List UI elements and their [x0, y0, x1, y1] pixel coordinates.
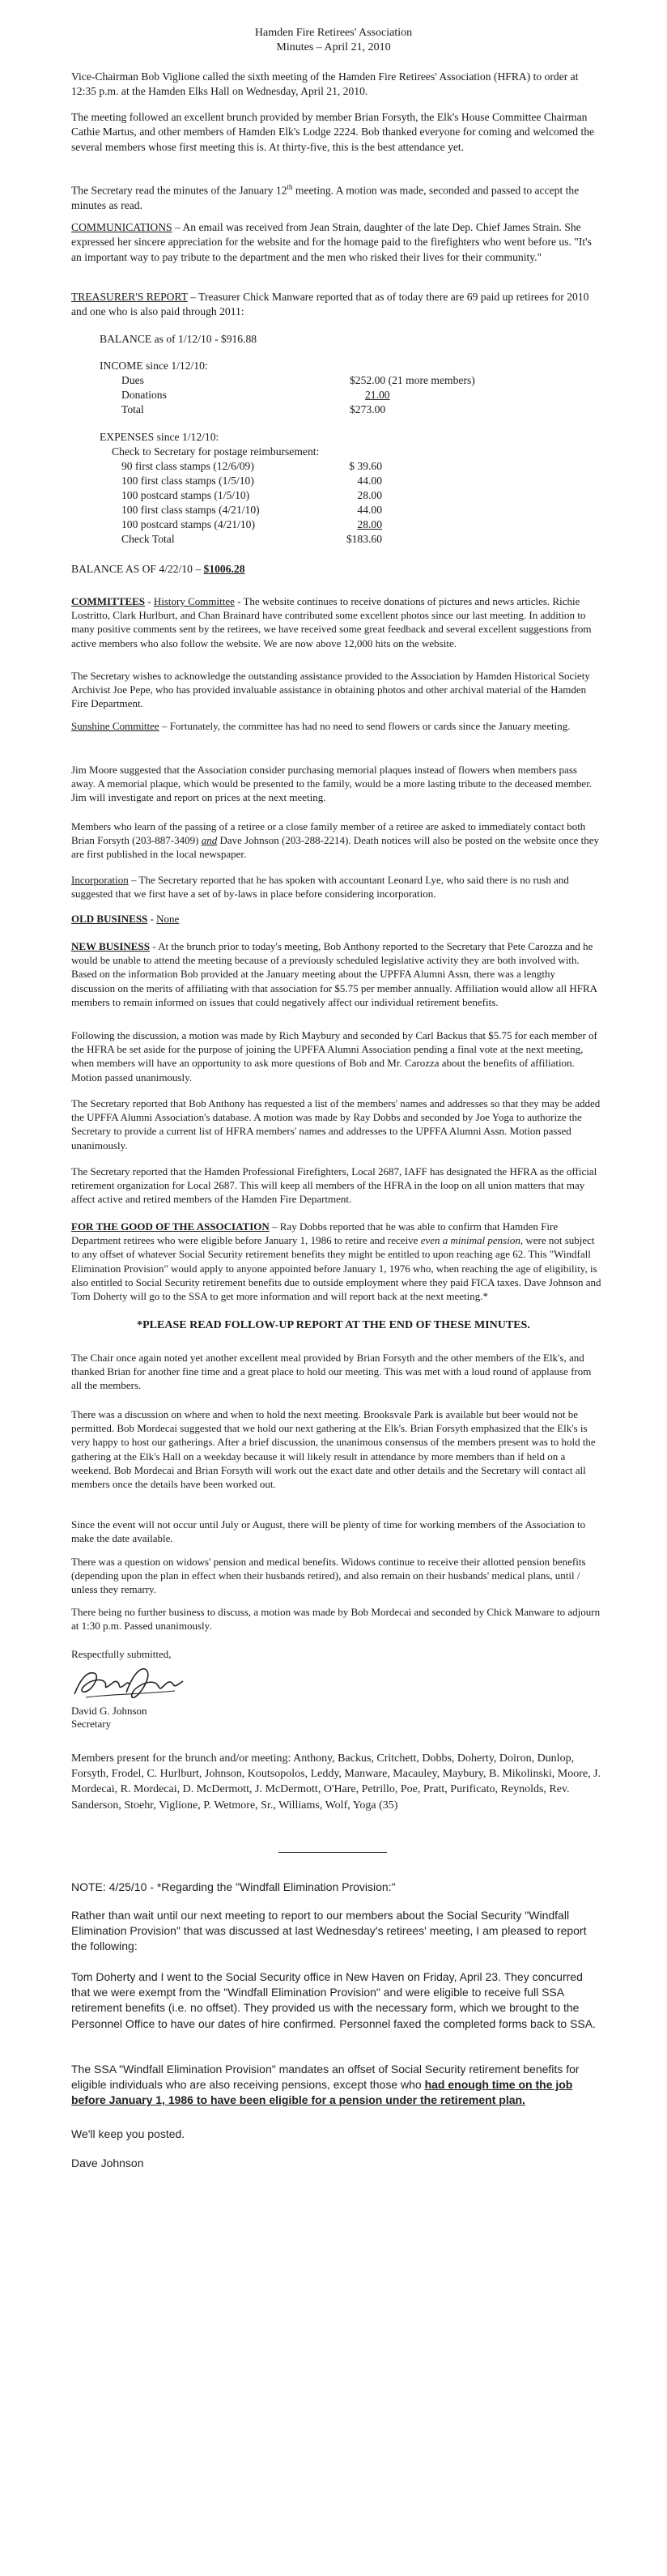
widows-paragraph: There was a question on widows' pension and medical benefits. Widows continue to receive their allotted pension benefits (depending upon the plan in effect when their husbands retired), and also remain on their husbands' medical plans, until / unless they remarry. [71, 1556, 586, 1596]
good-of-association-heading: FOR THE GOOD OF THE ASSOCIATION [71, 1220, 270, 1233]
expense-label-total: Check Total [121, 533, 175, 545]
old-business-paragraph [71, 912, 601, 926]
names-paragraph: The Secretary reported that Bob Anthony has requested a list of the members' names and addresses so that they may be added the UPFFA Alumni Association's database. A motion was made by Ray Dobbs and seconded by Joe Yoga to authorize the Secretary to provide a current list of HFRA members' names and addresses to the UPFFA Alumni Assn. Motion passed unanimously. [71, 1097, 601, 1152]
archivist-paragraph: The Secretary wishes to acknowledge the outstanding assistance provided to the Association by Hamden Historical Society Archivist Joe Pepe, who has provided invaluable assistance in obtaining photos and other archival material of the Hamden Fire Department. [71, 670, 590, 710]
incorporation-paragraph [71, 873, 601, 901]
followup-note-title: NOTE: 4/25/10 - *Regarding the "Windfall Elimination Provision:" [71, 1880, 396, 1893]
thanks-paragraph: The Chair once again noted yet another excellent meal provided by Brian Forsyth and the other members of the Elk's, and thanked Brian for another fine time and a great place to hold our meeting. This was met with a loud round of applause from all the members. [71, 1352, 592, 1392]
expense-amount-3: 28.00 [357, 489, 382, 501]
expense-label-3: 100 postcard stamps (1/5/10) [121, 489, 250, 501]
members-present-paragraph: Members present for the brunch and/or meeting: Anthony, Backus, Critchett, Dobbs, Doherty, Doiron, Dunlop, Forsyth, Frodel, C. Hurlburt, Johnson, Koutsopolos, Leddy, Manware, Macauley, Maybury, B. Mikolinski, Moore, J. Mordecai, R. Mordecai, D. McDermott, J. McDermott, O'Hare, Petrillo, Poe, Pratt, Purificato, Reynolds, Rev. Sanderson, Stoehr, Viglione, P. Wetmore, Sr., Williams, Wolf, Yoga (35) [71, 1752, 601, 1812]
income-title: INCOME since 1/12/10: [100, 360, 208, 372]
iaff-paragraph: The Secretary reported that the Hamden Professional Firefighters, Local 2687, IAFF has designated the HFRA as the official retirement organization for Local 2687. This will keep all members of the HFRA in the loop on all union matters that may affect active and retired members of the Hamden Fire Department. [71, 1165, 597, 1206]
followup-p3-text: The SSA "Windfall Elimination Provision" mandates an offset of Social Security retirement benefits for eligible individuals who are also receiving pensions, except those who [71, 2063, 580, 2092]
old-business-sep: - [147, 913, 157, 925]
followup-paragraph-1: Rather than wait until our next meeting to report to our members about the Social Security "Windfall Elimination Provision" that was discussed at last Wednesday's retirees' meeting, I am pleased to report the following: [71, 1909, 587, 1953]
expense-amount-total: $183.60 [346, 533, 382, 545]
sunshine-heading: Sunshine Committee [71, 720, 159, 732]
opening-paragraph: Vice-Chairman Bob Viglione called the sixth meeting of the Hamden Fire Retirees' Association (HFRA) to order at 12:35 p.m. at the Hamden Elks Hall on Wednesday, April 21, 2010. [71, 70, 579, 98]
expense-amount-5: 28.00 [357, 518, 382, 530]
committees-text: - The website continues to receive donations of pictures and news articles. Richie Lostritto, Clark Hurlburt, and Chan Brainard have contributed some excellent photos since our last meeting. In addition to many positive comments sent by the retirees, we have received some great feedback and several excellent suggestions from active members who also follow the website. We are now above 12,000 hits on the website. [71, 595, 592, 649]
sunshine-text: – Fortunately, the committee has had no need to send flowers or cards since the January meeting. [159, 720, 571, 732]
new-business-paragraph [71, 939, 601, 1009]
followup-signoff: Dave Johnson [71, 2157, 144, 2169]
secretary-name: David G. Johnson [71, 1705, 147, 1717]
divider-line [278, 1852, 387, 1853]
meeting-paragraph: The meeting followed an excellent brunch provided by member Brian Forsyth, the Elk's House Committee Chairman Cathie Martus, and other members of Hamden Elk's Lodge 2224. Bob thanked everyone for coming and welcomed the several members whose first meeting this is. At thirty-five, this is the best attendance yet. [71, 111, 595, 153]
old-business-heading: OLD BUSINESS [71, 913, 148, 925]
secretary-role: Secretary [71, 1718, 112, 1730]
plaques-paragraph: Jim Moore suggested that the Association consider purchasing memorial plaques instead of flowers when members pass away. A memorial plaque, which would be presented to the family, would be a more lasting tribute to the deceased member. Jim will investigate and report on prices at the next meeting. [71, 764, 593, 804]
followup-notice: *PLEASE READ FOLLOW-UP REPORT AT THE END OF THESE MINUTES. [137, 1319, 530, 1331]
balance-end-label: BALANCE AS OF 4/22/10 – [71, 563, 204, 575]
respectfully-submitted: Respectfully submitted, [71, 1648, 172, 1660]
income-label-total: Total [121, 403, 144, 415]
history-committee-heading: History Committee [153, 595, 235, 607]
income-label-donations: Donations [121, 389, 167, 401]
expense-amount-2: 44.00 [357, 475, 382, 487]
expense-label-5: 100 postcard stamps (4/21/10) [121, 518, 255, 530]
expense-label-4: 100 first class stamps (4/21/10) [121, 504, 260, 516]
expenses-subtitle: Check to Secretary for postage reimbursement: [112, 445, 320, 458]
followup-paragraph-3 [71, 2062, 601, 2109]
balance-end [71, 562, 245, 577]
good-of-association-text-1: – Ray Dobbs reported that he was able to confirm that Hamden Fire Department retirees who were eligible before January 1, 1986 to retire and receive [71, 1220, 559, 1247]
income-amount-total: $273.00 [350, 403, 386, 415]
passing-paragraph [71, 820, 601, 862]
treasurer-text: – Treasurer Chick Manware reported that as of today there are 69 paid up retirees for 2010 and one who is also paid through 2011: [71, 291, 589, 318]
minutes-sup: th [287, 183, 293, 191]
good-of-association-text-2: , were not subject to any offset of whatever Social Security retirement benefits they might be entitled to upon reaching age 62. This "Windfall Elimination Provision" would apply to anyone appointed before January 1, 1976 who, when reaching the age of eligibility, is also entitled to Social Security retirement benefits due to outside employment where they paid FICA taxes. Dave Johnson and Tom Doherty will go to the SSA to get more information and will report back at the next meeting.* [71, 1234, 601, 1303]
expense-label-2: 100 first class stamps (1/5/10) [121, 475, 254, 487]
expense-amount-1: $ 39.60 [349, 460, 382, 472]
treasurer-paragraph [71, 290, 601, 320]
expense-label-1: 90 first class stamps (12/6/09) [121, 460, 254, 472]
adjourn-paragraph: There being no further business to discuss, a motion was made by Bob Mordecai and seconded by Chick Manware to adjourn at 1:30 p.m. Passed unanimously. [71, 1606, 601, 1633]
new-business-heading: NEW BUSINESS [71, 940, 150, 952]
passing-text-after: Dave Johnson (203-288-2214). Death notices will also be posted on the website once they are first published in the local newspaper. [71, 834, 600, 861]
balance-start: BALANCE as of 1/12/10 - $916.88 [100, 333, 257, 345]
communications-text: – An email was received from Jean Strain, daughter of the late Dep. Chief James Strain. She expressed her sincere appreciation for the website and for the homage paid to the firefighters who went before us. "It's an important way to pay tribute to the department and the men who risked their lives for their community." [71, 221, 592, 263]
new-business-text: - At the brunch prior to today's meeting, Bob Anthony reported to the Secretary that Pete Carozza and he would be unable to attend the meeting because of a previously scheduled legislative activity they are both involved with. Based on the information Bob provided at the January meeting about the UPFFA Alumni Assn, there was a lengthy discussion on the merits of affiliating with that association for $5.75 per member annually. Affiliation would allow all HFRA members to remain informed on issues that could negatively affect our individual retirement benefits. [71, 940, 597, 1008]
expenses-title: EXPENSES since 1/12/10: [100, 431, 219, 443]
passing-text-before: Members who learn of the passing of a retiree or a close family member of a retiree are asked to immediately contact both Brian Forsyth (203-887-3409) [71, 820, 586, 847]
followup-p3-emphasis: had enough time on the job before January 1, 1986 to have been eligible for a pension under the retirement plan. [71, 2078, 573, 2107]
balance-end-value: $1006.28 [203, 563, 245, 575]
good-of-association-italic: even a minimal pension [420, 1234, 520, 1247]
next-meeting-paragraph: There was a discussion on where and when to hold the next meeting. Brooksvale Park is available but beer would not be permitted. Bob Mordecai suggested that we hold our next gathering at the Elk's. Brian Forsyth emphasized that the Elk's is very happy to host our gatherings. After a brief discussion, the unanimous consensus of the members present was to hold the gathering at the Elk's Hall on a weekday because it will likely result in attendance by more members than if held on a weekend. Bob Mordecai and Brian Forsyth will work out the exact date and other details and the Secretary will contact all members once the details have been worked out. [71, 1408, 596, 1491]
document-title: Hamden Fire Retirees' Association [254, 27, 413, 39]
treasurer-heading: TREASURER'S REPORT [71, 291, 188, 303]
communications-heading: COMMUNICATIONS [71, 221, 172, 233]
followup-paragraph-2: Tom Doherty and I went to the Social Security office in New Haven on Friday, April 23. They concurred that we were exempt from the "Windfall Elimination Provision" and were eligible to receive full SSA retirement benefits (i.e. no offset). They provided us with the necessary form, which we brought to the Personnel Office to have our dates of hire confirmed. Personnel faxed the completed forms back to SSA. [71, 1970, 596, 2030]
incorporation-heading: Incorporation [71, 874, 129, 886]
income-label-dues: Dues [121, 374, 144, 386]
sunshine-paragraph [71, 719, 601, 733]
motion-dues-paragraph: Following the discussion, a motion was made by Rich Maybury and seconded by Carl Backus that $5.75 for each member of the HFRA be set aside for the purpose of joining the UPFFA Alumni Association pending a final vote at the next meeting, when members will have an opportunity to ask more questions of Bob and Mr. Carozza about the benefits of affiliation. Motion passed unanimously. [71, 1029, 597, 1084]
passing-and: and [201, 834, 218, 847]
old-business-none: None [156, 913, 180, 925]
incorporation-text: – The Secretary reported that he has spoken with accountant Leonard Lye, who said there is no rush and suggested that we first have a set of by-laws in place before considering incorporation. [71, 874, 569, 901]
communications-paragraph [71, 220, 601, 265]
minutes-paragraph [71, 180, 601, 213]
expense-amount-4: 44.00 [357, 504, 382, 516]
income-amount-dues: $252.00 (21 more members) [350, 374, 475, 386]
document-date: Minutes – April 21, 2010 [276, 41, 391, 53]
signature-image [70, 1662, 191, 1704]
minutes-text-before: The Secretary read the minutes of the January 12 [71, 184, 287, 197]
followup-posted: We'll keep you posted. [71, 2127, 185, 2140]
committees-paragraph: COMMITTEES - History Committee - The website continues to receive donations of pictures and news articles. Richie Lostritto, Clark Hurlburt, and Chan Brainard have contributed some excellent photos since our last meeting. In addition to many positive comments sent by the retirees, we have received some great feedback and several excellent suggestions from active members who also follow the website. We are now above 12,000 hits on the website. [71, 595, 592, 649]
good-of-association-paragraph [71, 1220, 601, 1303]
income-amount-donations: 21.00 [365, 389, 390, 401]
summer-paragraph: Since the event will not occur until July or August, there will be plenty of time for working members of the Association to make the date available. [71, 1518, 586, 1545]
minutes-text-after: meeting. A motion was made, seconded and passed to accept the minutes as read. [71, 184, 580, 211]
committees-heading: COMMITTEES [71, 595, 146, 607]
